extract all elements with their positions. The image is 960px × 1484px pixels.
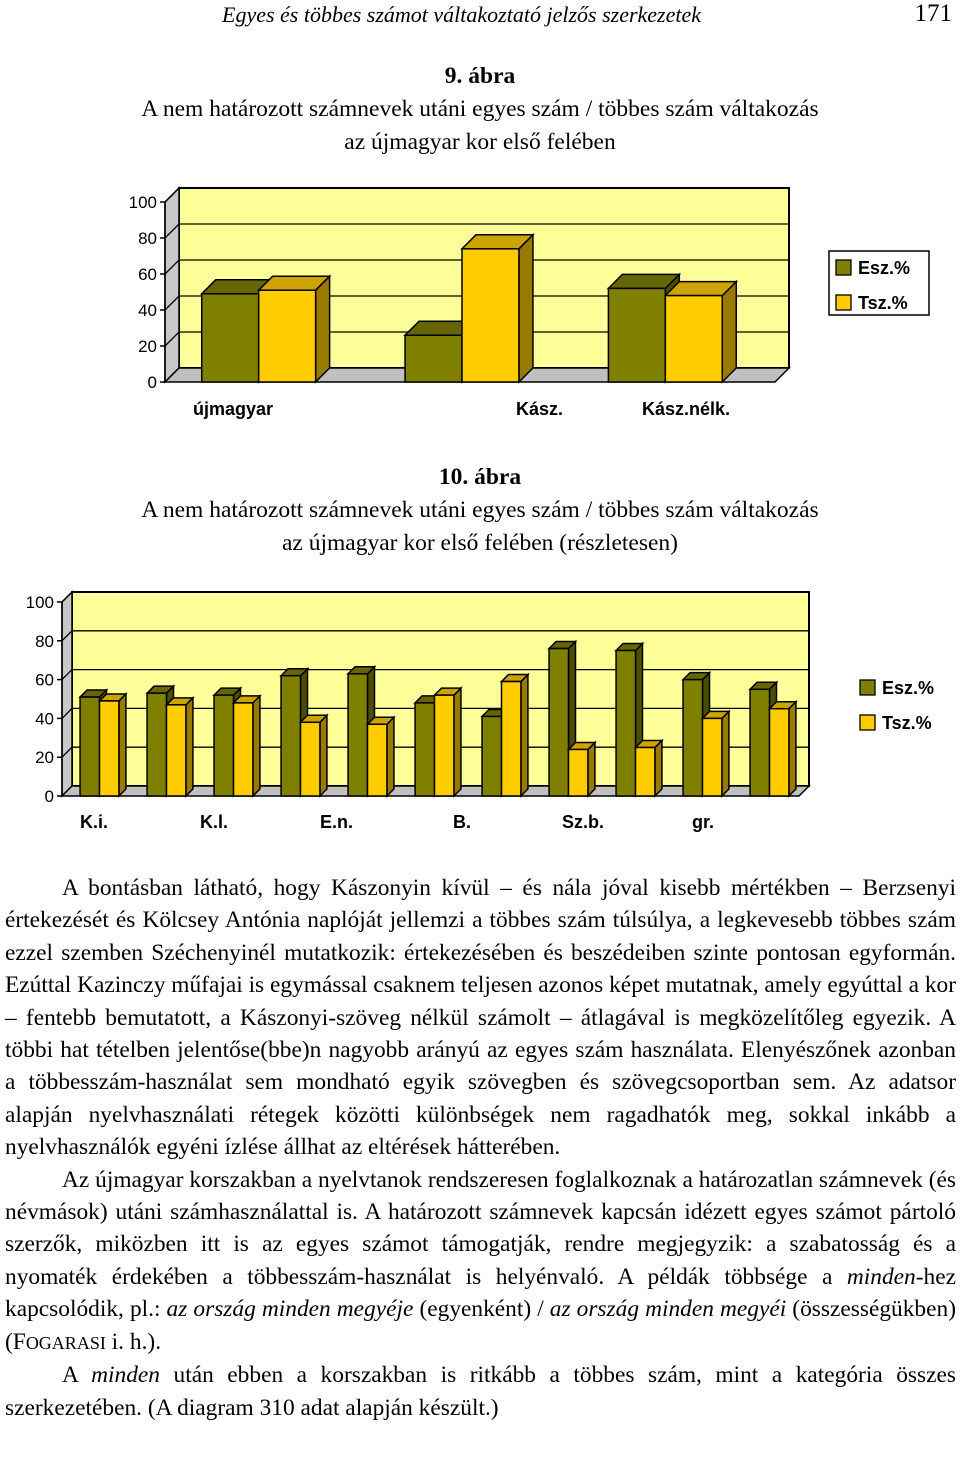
- bar-esz: [608, 288, 665, 382]
- bar-side: [655, 741, 662, 797]
- bar-tsz: [100, 701, 119, 796]
- legend-label: Tsz.%: [858, 293, 908, 313]
- bar-tsz: [569, 749, 588, 796]
- y-tick-label: 20: [35, 748, 54, 768]
- plot-side-wall: [62, 592, 72, 796]
- figure10-caption: [0, 461, 960, 560]
- figure10-caption-line2: az újmagyar kor első felében (részletesen): [281, 530, 679, 556]
- para2-author-rest: OGARASI: [25, 1332, 106, 1353]
- page-number: 171: [914, 0, 952, 27]
- bar-esz: [80, 697, 99, 796]
- bar-esz: [147, 693, 166, 796]
- y-tick-label: 0: [44, 787, 54, 806]
- bar-side: [186, 698, 193, 796]
- bar-tsz: [167, 705, 186, 796]
- para2-author-initial: F: [12, 1328, 26, 1355]
- para2-example-2: az ország minden megyéi: [549, 1296, 787, 1323]
- plot-side-wall: [165, 188, 179, 382]
- para2-example-1: az ország minden megyéje: [166, 1296, 414, 1323]
- bar-side: [316, 276, 330, 382]
- bar-esz: [202, 294, 259, 382]
- y-tick-label: 100: [128, 193, 157, 212]
- bar-tsz: [435, 695, 454, 796]
- para3-minden: minden: [91, 1362, 160, 1389]
- bar-esz: [214, 695, 233, 796]
- paragraph-3: [5, 1359, 956, 1424]
- para2-text-d: (összességükben) (: [5, 1296, 956, 1355]
- bar-side: [722, 711, 729, 796]
- para2-minden: minden: [846, 1263, 916, 1290]
- figure9-number: 9. ábra: [444, 63, 516, 89]
- para2-text-a: Az újmagyar korszakban a nyelvtanok rendszeresen foglalkoznak a határozatlan számnevek (és névmások) utáni számhasználattal is. A határozott számnevek kapcsán idézett egyes számot pártoló szerzők, miközben itt is az egyes számot támogatják, rendre megjegyzik: a szabatosság és a nyomaték érdekében a többesszám-használat is helyénvaló. A példák többsége a: [5, 1166, 956, 1290]
- bar-tsz: [636, 748, 655, 797]
- legend-swatch: [860, 680, 875, 695]
- y-tick-label: 40: [138, 301, 157, 320]
- y-tick-label: 0: [147, 373, 157, 392]
- x-category-label: Kász.nélk.: [642, 399, 731, 419]
- bar-tsz: [301, 722, 320, 796]
- bar-esz: [348, 674, 367, 796]
- bar-side: [521, 675, 528, 796]
- bar-side: [454, 688, 461, 796]
- bar-tsz: [665, 296, 722, 382]
- para2-text-c: (egyenként) /: [413, 1296, 550, 1323]
- bar-tsz: [502, 682, 521, 796]
- x-category-label: E.n.: [320, 812, 354, 832]
- bar-side: [387, 717, 394, 796]
- bar-esz: [482, 716, 501, 796]
- legend-swatch: [836, 295, 851, 310]
- bar-side: [588, 742, 595, 796]
- legend-label: Tsz.%: [882, 713, 932, 733]
- x-category-label: B.: [453, 812, 471, 832]
- bar-tsz: [259, 290, 316, 382]
- figure9-caption-line2: az újmagyar kor első felében: [344, 129, 616, 155]
- bar-esz: [616, 651, 635, 797]
- bar-esz: [683, 680, 702, 796]
- figure9-caption-line1: A nem határozott számnevek utáni egyes szám / többes szám váltakozás: [141, 96, 819, 122]
- x-category-label: K.l.: [200, 812, 229, 832]
- bar-side: [722, 282, 736, 382]
- bar-esz: [750, 689, 769, 796]
- figure10-caption-line1: A nem határozott számnevek utáni egyes szám / többes szám váltakozás: [141, 497, 819, 523]
- bar-esz: [415, 703, 434, 796]
- x-category-label: K.i.: [80, 812, 109, 832]
- y-tick-label: 80: [35, 631, 54, 651]
- bar-tsz: [462, 249, 519, 382]
- y-tick-label: 40: [35, 709, 54, 729]
- figure10-number: 10. ábra: [438, 464, 522, 490]
- paragraph-2: [5, 1164, 956, 1359]
- para3-text-b: után ebben a korszakban is ritkább a többes szám, mint a kategória összes szerkezetében. (A diagram 310 adat alapján készült.): [5, 1362, 956, 1421]
- y-tick-label: 20: [138, 337, 157, 356]
- legend-label: Esz.%: [882, 678, 935, 698]
- bar-esz: [549, 649, 568, 796]
- bar-tsz: [770, 709, 789, 796]
- figure9-chart: [0, 180, 960, 420]
- body-text: [5, 872, 956, 1424]
- running-title: Egyes és többes számot váltakoztató jelzős szerkezetek: [222, 2, 702, 27]
- x-category-label: Sz.b.: [562, 812, 605, 832]
- x-category-label: gr.: [692, 812, 715, 832]
- legend-label: Esz.%: [858, 258, 911, 278]
- bar-esz: [405, 335, 462, 382]
- bar-side: [119, 694, 126, 796]
- y-tick-label: 60: [138, 265, 157, 284]
- x-category-label: újmagyar: [193, 399, 274, 419]
- bar-side: [519, 235, 533, 382]
- para3-text-a: A: [62, 1362, 92, 1389]
- bar-tsz: [703, 718, 722, 796]
- para2-text-e: i. h.).: [105, 1328, 162, 1355]
- y-tick-label: 100: [25, 593, 54, 612]
- para2-text-b: -hez kapcsolódik, pl.:: [5, 1263, 956, 1323]
- legend-swatch: [836, 260, 851, 275]
- y-tick-label: 80: [138, 229, 157, 248]
- bar-side: [320, 715, 327, 796]
- paragraph-1: A bontásban látható, hogy Kászonyin kívül – és nála jóval kisebb mértékben – Berzsenyi értekezését és Kölcsey Antónia naplóját jellemzi a többes szám túlsúlya, a legkevesebb többes szám ezzel szemben Széchenyinél mutatkozik: értekezésében és beszédeiben szinte pontosan egyformán. Ezúttal Kazinczy műfajai is egymással csaknem teljesen azonos képet mutatnak, amely egyúttal a kor – fentebb bemutatott, a Kászonyi-szöveg nélkül számolt – átlagával is megközelítőleg egyezik. A többi hat tételben jelentőse(bbe)n nagyobb arányú az egyes szám használata. Elenyészőnek azonban a többesszám-használat sem mondható egyik szövegben és szövegcsoportban sem. Az adatsor alapján nyelvhasználati rétegek közötti különbségek nem ragadhatók meg, sokkal inkább a nyelvhasználók egyéni ízlése állhat az eltérések hátterében.: [5, 875, 956, 1161]
- figure9-caption: [0, 60, 960, 159]
- bar-tsz: [234, 703, 253, 796]
- bar-side: [789, 702, 796, 796]
- y-tick-label: 60: [35, 670, 54, 690]
- legend-swatch: [860, 715, 875, 730]
- running-header: [0, 2, 960, 30]
- bar-tsz: [368, 724, 387, 796]
- x-category-label: Kász.: [516, 399, 564, 419]
- figure10-chart: [0, 580, 960, 840]
- bar-esz: [281, 676, 300, 796]
- bar-side: [253, 696, 260, 796]
